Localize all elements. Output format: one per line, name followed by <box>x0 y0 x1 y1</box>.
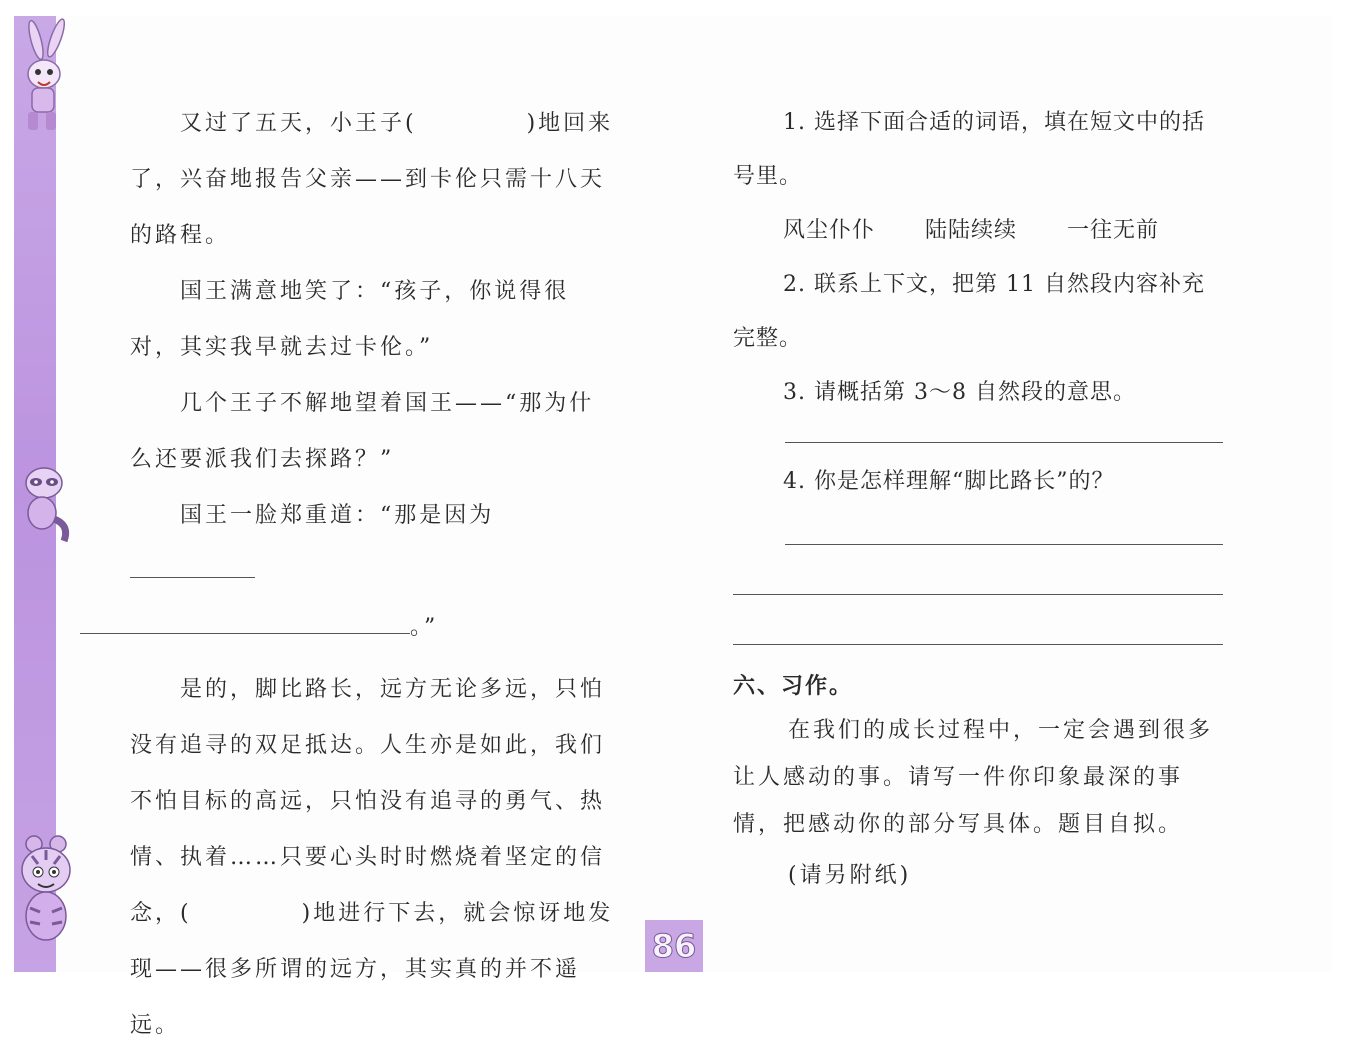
word-choice-2: 陆陆续续 <box>925 218 1018 243</box>
fill-line-1[interactable] <box>130 555 255 578</box>
section-6-heading: 六、习作。 <box>733 674 854 699</box>
reading-passage <box>130 96 615 1054</box>
paragraph-5-start: 是的，脚比路长，远方无论多远，只怕没有追寻的双足抵达。人生亦是如此，我们不怕目标的高远，只怕没有追寻的勇气、热情、执着……只要心头时时燃烧着坚定的信念， <box>130 677 606 926</box>
attach-paper-note: (请另附纸) <box>788 863 912 888</box>
answer-line-4c[interactable] <box>733 644 1223 645</box>
question-2: 2. 联系上下文，把第 11 自然段内容补充完整。 <box>733 272 1205 351</box>
paragraph-5-bracket: ( <box>180 901 192 926</box>
word-choices <box>733 204 1223 258</box>
word-choice-1: 风尘仆仆 <box>783 218 876 243</box>
answer-line-4b[interactable] <box>733 594 1223 595</box>
raccoon-cartoon-icon <box>14 455 74 545</box>
answer-line-3[interactable] <box>785 442 1223 443</box>
paragraph-4-end: 。” <box>410 615 439 640</box>
paragraph-1 <box>130 96 615 264</box>
bracket-blank-1[interactable] <box>417 108 527 130</box>
answer-line-4a[interactable] <box>785 544 1223 545</box>
tiger-cartoon-icon <box>14 830 74 950</box>
paragraph-4-start: 国王一脸郑重道：“那是因为 <box>180 503 495 528</box>
paragraph-5-end: )地进行下去，就会惊讶地发现——很多所谓的远方，其实真的并不遥远。 <box>130 901 614 1038</box>
paragraph-3: 几个王子不解地望着国王——“那为什么还要派我们去探路？” <box>130 391 595 472</box>
paragraph-2: 国王满意地笑了：“孩子，你说得很对，其实我早就去过卡伦。” <box>130 279 570 360</box>
rabbit-cartoon-icon <box>14 18 74 138</box>
paragraph-1-end: )地回来了，兴奋地报告父亲——到卡伦只需十八天的路程。 <box>130 111 614 248</box>
question-3: 3. 请概括第 3～8 自然段的意思。 <box>783 380 1136 405</box>
bracket-blank-2[interactable] <box>192 898 302 920</box>
paragraph-4 <box>130 488 615 656</box>
exercise-questions <box>733 96 1223 904</box>
word-choice-3: 一往无前 <box>1067 218 1160 243</box>
essay-prompt: 在我们的成长过程中，一定会遇到很多让人感动的事。请写一件你印象最深的事情，把感动你的部分写具体。题目自拟。 <box>733 718 1214 837</box>
paragraph-5 <box>130 662 615 1054</box>
paragraph-1-start: 又过了五天，小王子( <box>180 111 417 136</box>
page-number: 86 <box>645 920 703 972</box>
question-1: 1. 选择下面合适的词语，填在短文中的括号里。 <box>733 110 1205 189</box>
question-4: 4. 你是怎样理解“脚比路长”的？ <box>783 469 1115 494</box>
fill-line-2[interactable] <box>80 611 410 634</box>
